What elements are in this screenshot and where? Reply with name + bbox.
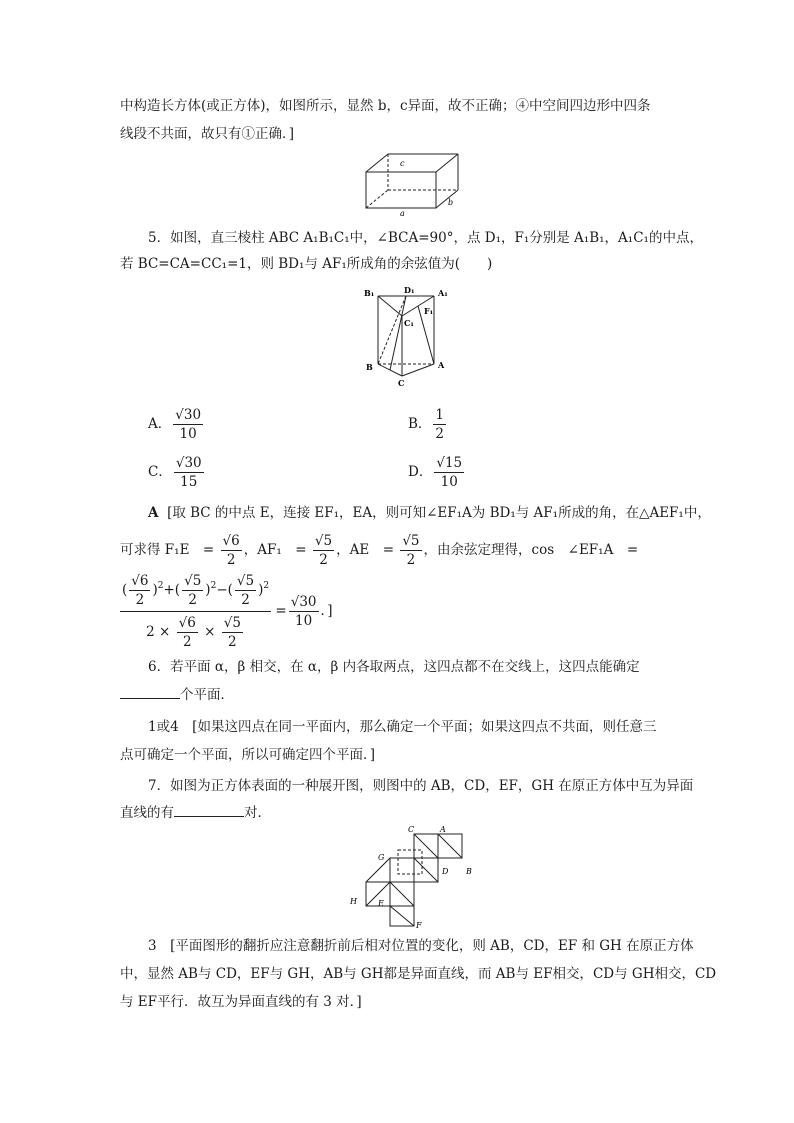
q7-line-2-start: 直线的有 xyxy=(120,805,174,821)
fig1-label-b: b xyxy=(448,198,454,207)
option-a: A． $\frac{√30}{10}$ xyxy=(148,407,202,442)
q7-line-2-end: 对． xyxy=(244,805,271,821)
q6-blank[interactable] xyxy=(120,698,180,699)
q5-f1e-label: 可求得 F₁E = xyxy=(120,542,215,558)
option-b-num: 1 xyxy=(435,407,445,423)
option-b xyxy=(408,406,448,443)
q5-answer-line-2: 可求得 F₁E = $\frac{√6}{2}$ ，AF₁ = $\frac{√5}{2}$ ，AE = $\frac{√5}{2}$ ，由余弦定理得，cos ∠EF₁A = xyxy=(120,533,639,568)
fig1-label-c: c xyxy=(400,159,405,168)
prism-label-A1: A₁ xyxy=(438,288,448,298)
option-d-label: D． xyxy=(408,464,433,480)
q5-answer-line-1 xyxy=(148,503,711,523)
option-c: C． $\frac{√30}{15}$ xyxy=(148,455,202,490)
q6-answer-line-1: 1或4 [如果这四点在同一平面内，那么确定一个平面；如果这四点不共面，则任意三 xyxy=(148,719,657,735)
q7-line-2 xyxy=(120,803,271,823)
q6-line-2 xyxy=(120,685,234,705)
prism-label-D1: D₁ xyxy=(404,285,415,295)
q5-answer-text-1: [取 BC 的中点 E，连接 EF₁，EA，则可知∠EF₁A为 BD₁与 AF₁所成的角，在△AEF₁中， xyxy=(167,505,711,521)
net-label-E: E xyxy=(378,899,384,908)
option-d-den: 10 xyxy=(440,474,458,490)
prism-label-C1: C₁ xyxy=(404,318,414,328)
cube-net-figure xyxy=(344,822,494,930)
q7-line-1: 7．如图为正方体表面的一种展开图，则图中的 AB，CD，EF，GH 在原正方体中互为异面 xyxy=(148,778,694,794)
prism-label-A: A xyxy=(438,360,445,370)
q6-line-1: 6．若平面 α，β 相交，在 α，β 内各取两点，这四点都不在交线上，这四点能确定 xyxy=(148,659,640,675)
q5-answer-end: ．] xyxy=(320,603,333,619)
q7-answer-line-1: 3 [平面图形的翻折应注意翻折前后相对位置的变化，则 AB，CD，EF 和 GH 在原正方体 xyxy=(148,938,694,954)
fig1-label-a: a xyxy=(400,209,405,218)
q5-af1-label: ，AF₁ = xyxy=(243,542,307,558)
net-label-F: F xyxy=(416,921,422,930)
option-a-label: A． xyxy=(148,416,172,432)
prism-label-F1: F₁ xyxy=(424,306,434,316)
net-label-C: C xyxy=(408,825,415,834)
prism-label-C: C xyxy=(398,378,405,388)
option-c-den: 15 xyxy=(180,474,198,490)
q7-answer-line-3: 与 EF平行．故互为异面直线的有 3 对．] xyxy=(120,994,362,1010)
net-label-D: D xyxy=(442,867,449,876)
q5-cos-label: ，由余弦定理得，cos ∠EF₁A = xyxy=(423,542,639,558)
option-a-den: 10 xyxy=(179,426,197,442)
cosine-formula: ( $\frac{√6}{2}$ )$^2$+( $\frac{√5}{2}$ )$^2$−( $\frac{√5}{2}$ )$^2$ 2 × $\frac{√6}{2}$ × $\frac{√5}{2}$ = $\frac{√30}{10}$ ．] xyxy=(122,573,333,650)
prism-figure xyxy=(362,284,462,390)
option-b-den: 2 xyxy=(435,426,445,442)
net-label-B: B xyxy=(466,867,472,876)
prism-label-B: B xyxy=(366,362,373,372)
option-b-label: B． xyxy=(408,416,432,432)
intro-line-2: 线段不共面，故只有①正确．] xyxy=(120,126,295,142)
option-c-rad: 30 xyxy=(184,455,202,471)
q5-ae-label: ，AE = xyxy=(336,542,395,558)
net-label-G: G xyxy=(378,853,385,862)
q7-blank[interactable] xyxy=(174,816,244,817)
option-a-rad: 30 xyxy=(183,407,202,423)
net-label-A: A xyxy=(440,825,446,834)
option-c-label: C． xyxy=(148,464,172,480)
q5-answer-letter: A xyxy=(148,505,159,521)
intro-line-1: 中构造长方体(或正方体)，如图所示，显然 b，c异面，故不正确；④中空间四边形中四条 xyxy=(120,98,651,114)
q5-line-1: 5．如图，直三棱柱 ABC A₁B₁C₁中，∠BCA=90°，点 D₁，F₁分别是 A₁B₁，A₁C₁的中点， xyxy=(148,230,703,246)
option-d: D． $\frac{√15}{10}$ xyxy=(408,455,463,490)
net-label-H: H xyxy=(350,897,357,906)
prism-label-B1: B₁ xyxy=(364,288,375,298)
q5-line-2: 若 BC=CA=CC₁=1，则 BD₁与 AF₁所成角的余弦值为( ) xyxy=(120,256,493,272)
cuboid-figure xyxy=(360,150,470,218)
q7-answer-line-2: 中，显然 AB与 CD，EF与 GH，AB与 GH都是异面直线，而 AB与 EF相交，CD与 GH相交，CD xyxy=(120,966,717,982)
q6-line-2-text: 个平面． xyxy=(180,687,234,703)
option-d-rad: 15 xyxy=(444,455,463,471)
q6-answer-line-2: 点可确定一个平面，所以可确定四个平面．] xyxy=(120,747,376,763)
